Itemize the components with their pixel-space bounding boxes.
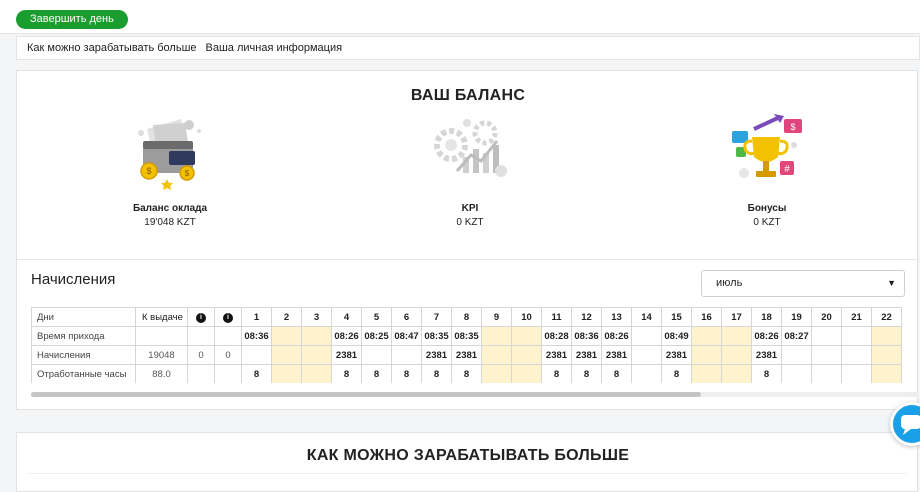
balance-salary [100,111,240,228]
balance-salary-value: 19'048 KZT [144,217,196,228]
day-cell: 2381 [452,346,482,365]
row-label: Начисления [32,346,136,365]
day-cell: 08:49 [662,327,692,346]
day-cell: 08:47 [392,327,422,346]
day-cell: 08:26 [752,327,782,346]
day-cell: 2381 [332,346,362,365]
header-day: 22 [872,308,902,327]
header-info-2[interactable] [215,308,242,327]
day-cell: 2381 [662,346,692,365]
kpi-gears-icon [427,111,513,191]
wallet-coins-icon [127,111,213,191]
row-label: Отработанные часы [32,365,136,384]
chevron-down-icon: ▼ [887,278,896,288]
day-cell: 2381 [602,346,632,365]
header-day: 7 [422,308,452,327]
day-cell [842,327,872,346]
svg-text:$: $ [184,169,190,178]
header-day: 13 [602,308,632,327]
day-cell: 08:25 [362,327,392,346]
info-icon: i [196,313,206,323]
info-cell [215,327,242,346]
row-label: Время прихода [32,327,136,346]
table-row [32,346,902,365]
header-day: 16 [692,308,722,327]
day-cell: 08:27 [782,327,812,346]
svg-text:#: # [784,164,790,175]
day-cell [812,327,842,346]
day-cell: 8 [362,365,392,384]
header-day: 1 [242,308,272,327]
info-cell [188,365,215,384]
balance-bonus [697,111,837,228]
header-day: 14 [632,308,662,327]
day-cell: 8 [452,365,482,384]
day-cell: 08:36 [572,327,602,346]
day-cell: 08:35 [422,327,452,346]
header-day: 8 [452,308,482,327]
header-day: 17 [722,308,752,327]
balance-kpi-value: 0 KZT [456,217,484,228]
header-day: 18 [752,308,782,327]
day-cell [242,346,272,365]
svg-text:$: $ [790,122,796,132]
day-cell [692,365,722,384]
day-cell [722,327,752,346]
day-cell [272,327,302,346]
header-day: 2 [272,308,302,327]
day-cell [272,365,302,384]
table-row [32,365,902,384]
table-horizontal-scrollbar[interactable] [31,392,919,397]
day-cell [872,346,902,365]
day-cell [302,327,332,346]
day-cell: 8 [242,365,272,384]
table-header-row [32,308,902,327]
payout-cell: 19048 [136,346,188,365]
table-row [32,327,902,346]
day-cell: 8 [392,365,422,384]
day-cell: 2381 [422,346,452,365]
day-cell [302,365,332,384]
header-info-1[interactable] [188,308,215,327]
trophy-bonus-icon [724,111,810,191]
day-cell [722,365,752,384]
accruals-title: Начисления [31,271,116,288]
header-day: 15 [662,308,692,327]
header-day: 5 [362,308,392,327]
balance-kpi-label: KPI [461,203,479,214]
header-day: 21 [842,308,872,327]
day-cell [692,327,722,346]
day-cell [692,346,722,365]
day-cell: 2381 [542,346,572,365]
info-cell [188,327,215,346]
day-cell [512,346,542,365]
day-cell [872,365,902,384]
header-payout: К выдаче [136,308,188,327]
payout-cell [136,327,188,346]
header-day: 9 [482,308,512,327]
day-cell [272,346,302,365]
info-icon: i [223,313,233,323]
day-cell: 08:28 [542,327,572,346]
day-cell [782,365,812,384]
day-cell: 8 [752,365,782,384]
top-bar [0,0,920,34]
section-links [16,36,920,60]
day-cell [512,365,542,384]
balance-title: ВАШ БАЛАНС [410,87,526,104]
accruals-table-wrap[interactable] [31,307,919,383]
chat-bubble-icon [893,405,920,443]
svg-text:$: $ [146,166,152,176]
info-cell [215,365,242,384]
day-cell: 08:35 [452,327,482,346]
day-cell: 2381 [752,346,782,365]
balance-bonus-value: 0 KZT [753,217,781,228]
header-day: 4 [332,308,362,327]
end-day-button[interactable]: Завершить день [16,10,128,29]
header-day: 20 [812,308,842,327]
header-day: 11 [542,308,572,327]
day-cell: 08:26 [602,327,632,346]
day-cell [812,365,842,384]
header-day: 10 [512,308,542,327]
info-cell: 0 [215,346,242,365]
day-cell: 8 [422,365,452,384]
day-cell: 8 [662,365,692,384]
header-day: 19 [782,308,812,327]
month-select-value: июль [716,277,743,289]
day-cell [632,327,662,346]
scrollbar-thumb[interactable] [31,392,701,397]
link-earn-more[interactable]: Как можно зарабатывать больше [27,42,197,54]
header-day: 12 [572,308,602,327]
day-cell [482,365,512,384]
day-cell [632,365,662,384]
link-personal-info[interactable]: Ваша личная информация [205,42,343,54]
earn-more-card [16,432,918,492]
day-cell: 8 [542,365,572,384]
accruals-table [31,307,902,383]
chat-button[interactable] [890,402,920,446]
section-divider [17,259,919,260]
day-cell [722,346,752,365]
day-cell [872,327,902,346]
day-cell: 08:26 [332,327,362,346]
day-cell [362,346,392,365]
header-day: 3 [302,308,332,327]
day-cell: 8 [602,365,632,384]
day-cell [842,365,872,384]
header-day: 6 [392,308,422,327]
balance-bonus-label: Бонусы [747,203,787,214]
balance-salary-label: Баланс оклада [132,203,208,214]
day-cell [392,346,422,365]
day-cell [632,346,662,365]
day-cell [512,327,542,346]
month-select[interactable] [701,270,905,297]
day-cell: 2381 [572,346,602,365]
day-cell: 08:36 [242,327,272,346]
day-cell [812,346,842,365]
day-cell [482,327,512,346]
day-cell: 8 [572,365,602,384]
earn-more-title: КАК МОЖНО ЗАРАБАТЫВАТЬ БОЛЬШЕ [306,447,630,464]
earn-more-divider [27,473,907,474]
day-cell [302,346,332,365]
day-cell [782,346,812,365]
day-cell: 8 [332,365,362,384]
info-cell: 0 [188,346,215,365]
day-cell [482,346,512,365]
day-cell [842,346,872,365]
balance-card [16,70,918,410]
payout-cell: 88.0 [136,365,188,384]
balance-kpi [400,111,540,228]
header-days: Дни [32,308,136,327]
